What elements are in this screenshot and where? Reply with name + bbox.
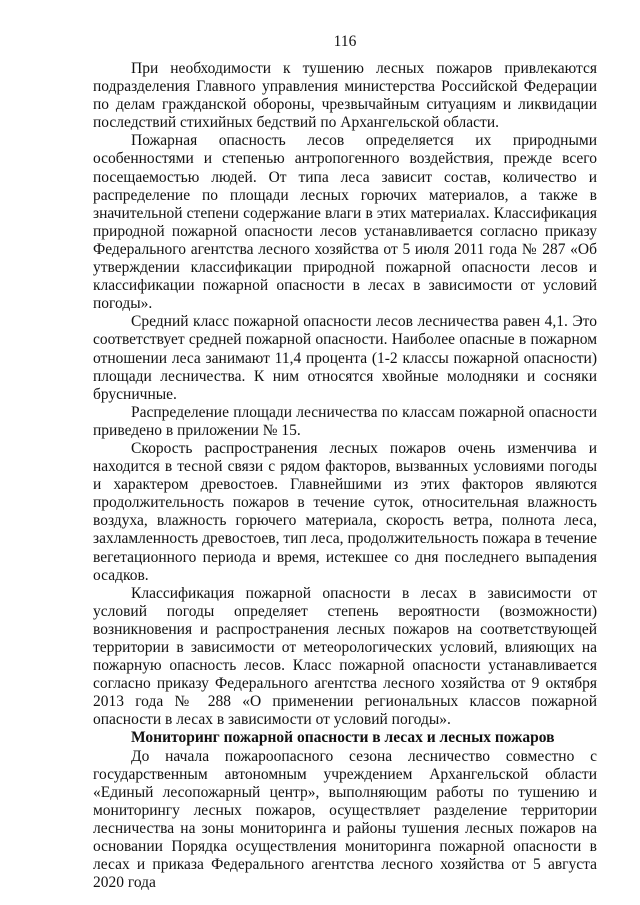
paragraph-weather-hazard-classification: Классификация пожарной опасности в лесах в зависимости от условий погоды определяет степень вероятности (возможности) возникновения и распространения лесных пожаров на соответствующей территории в зависимости от метеорологических условий, влияющих на пожарную опасность лесов. Класс пожарной опасности устанавливается согласно приказу Федерального агентства лесного хозяйства от 9 октября 2013 года № 288 «О применении региональных классов пожарной опасности в лесах в зависимости от условий погоды». — [93, 584, 597, 729]
paragraph-average-hazard-class: Средний класс пожарной опасности лесов лесничества равен 4,1. Это соответствует средней пожарной опасности. Наиболее опасные в пожарном отношении леса занимают 11,4 процента (1-2 классы пожарной опасности) площади лесничества. К ним относятся хвойные молодняки и сосняки брусничные. — [93, 313, 597, 403]
paragraph-fire-suppression-support: При необходимости к тушению лесных пожаров привлекаются подразделения Главного управления министерства Российской Федерации по делам гражданской обороны, чрезвычайным ситуациям и ликвидации последствий стихийных бедствий по Архангельской области. — [93, 60, 597, 132]
section-heading: Мониторинг пожарной опасности в лесах и лесных пожаров — [131, 729, 555, 747]
paragraph-fire-spread-speed: Скорость распространения лесных пожаров очень изменчива и находится в тесной связи с рядом факторов, вызванных условиями погоды и характером древостоев. Главнейшими из этих факторов являются продолжительность пожаров в течение суток, относительная влажность воздуха, влажность горючего материала, скорость ветра, полнота леса, захламленность древостоев, тип леса, продолжительность пожара в течение вегетационного периода и время, истекшее со дня последнего выпадения осадков. — [93, 439, 597, 584]
paragraph-area-distribution: Распределение площади лесничества по классам пожарной опасности приведено в приложении № 15. — [93, 403, 597, 439]
page-number: 116 — [333, 33, 357, 50]
paragraph-forest-fire-hazard: Пожарная опасность лесов определяется их природными особенностями и степенью антропогенного воздействия, прежде всего посещаемостью людей. От типа леса зависит состав, количество и распределение по площади лесных горючих материалов, а также в значительной степени содержание влаги в этих материалах. Классификация природной пожарной опасности лесов устанавливается согласно приказу Федерального агентства лесного хозяйства от 5 июля 2011 года № 287 «Об утверждении классификации природной пожарной опасности лесов и классификации пожарной опасности в лесах в зависимости от условий погоды». — [93, 132, 597, 313]
body-text — [93, 60, 597, 892]
paragraph-monitoring-zones: До начала пожароопасного сезона лесничество совместно с государственным автономным учреждением Архангельской области «Единый лесопожарный центр», выполняющим работы по тушению и мониторингу лесных пожаров, осуществляет разделение территории лесничества на зоны мониторинга и районы тушения лесных пожаров на основании Порядка осуществления мониторинга пожарной опасности в лесах и приказа Федерального агентства лесного хозяйства от 5 августа 2020 года — [93, 747, 597, 892]
